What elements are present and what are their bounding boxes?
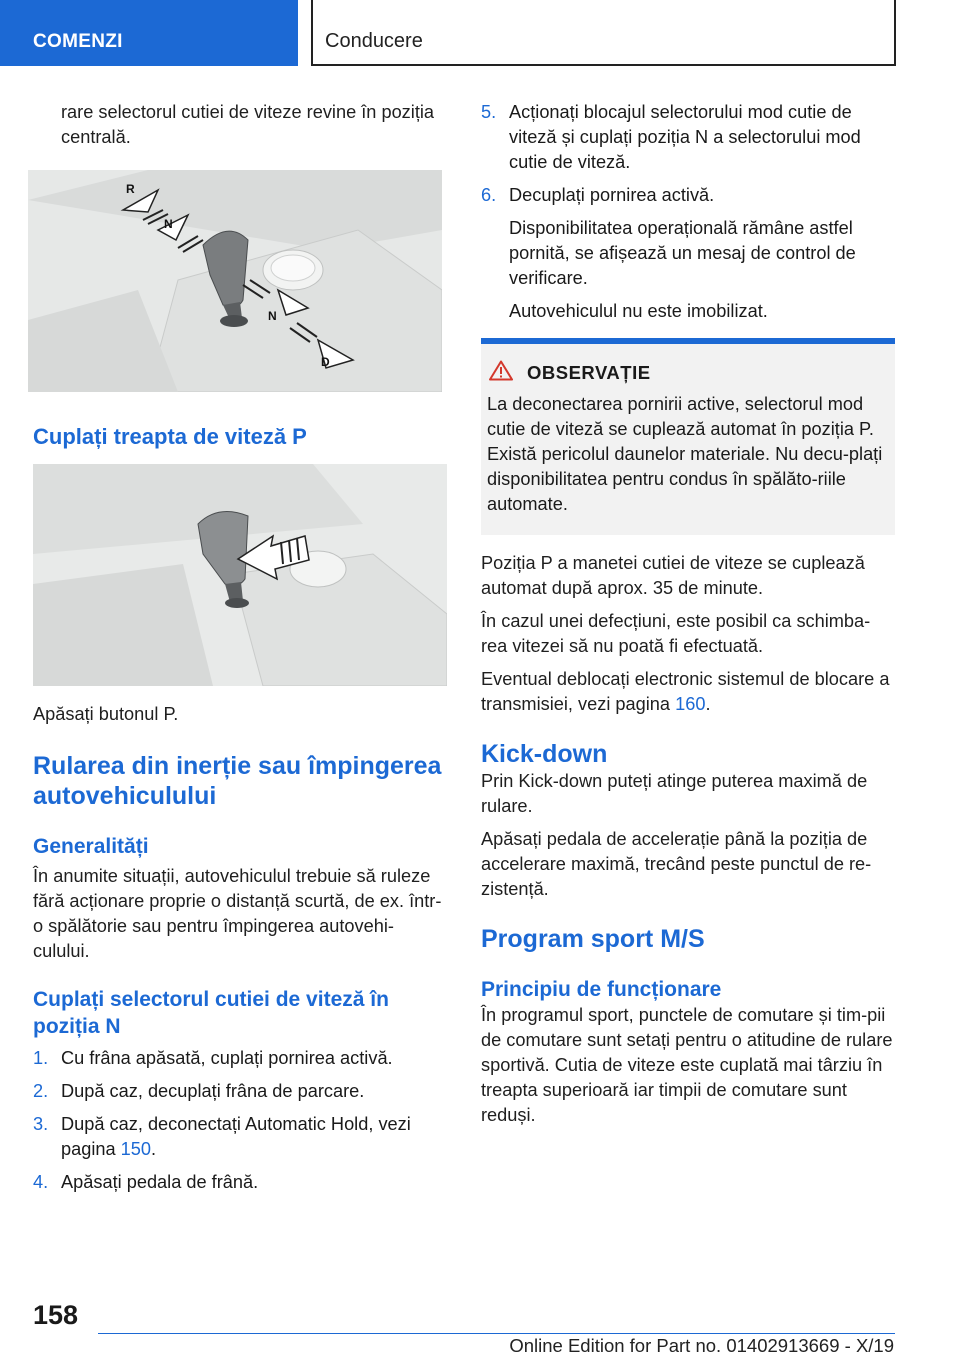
- heading-sport-program: Program sport M/S: [481, 925, 705, 953]
- list-item: [481, 100, 895, 175]
- page-link-160[interactable]: 160: [675, 694, 706, 714]
- gear-selector-figure: [28, 170, 442, 392]
- unlock-text-main: Eventual deblocați electronic sistemul de blocare a transmisiei, vezi pagina: [481, 669, 890, 714]
- heading-rolling: Rularea din inerție sau împingerea autovehiculului: [33, 752, 442, 810]
- steps-list-left: [33, 1046, 447, 1195]
- right-column: [481, 100, 895, 1136]
- page-header: [0, 0, 960, 66]
- gear-selector-illustration: [28, 170, 442, 392]
- warning-header: [487, 360, 889, 386]
- auto-park-text: Poziția P a manetei cutiei de viteze se cuplează automat după aprox. 35 de minute.: [481, 553, 865, 598]
- page-link-150[interactable]: 150: [120, 1139, 152, 1159]
- steps-list-right: [481, 100, 895, 208]
- step-number: 6.: [481, 185, 497, 205]
- edition-text: Online Edition for Part no. 01402913669 - X/19: [509, 1335, 894, 1356]
- step6-detail-1: Disponibilitatea operațională rămâne astfel pornită, se afișează un mesaj de control de verificare.: [509, 218, 856, 288]
- footer-divider: [98, 1333, 895, 1334]
- intro-text: rare selectorul cutiei de viteze revine în poziția centrală.: [61, 102, 435, 147]
- principle-text: În programul sport, punctele de comutare și tim-pii de comutare sunt setați pentru o atitudine de rulare sportivă. Cutia de viteze este cuplată mai târziu în treapta superioară iar timpii de comutare sunt reduși.: [481, 1005, 893, 1125]
- warning-text: La deconectarea pornirii active, selectorul mod cutie de viteză se cuplează automat în poziția P. Există pericolul daunelor materiale. Nu decu-plați disponibilitatea pentru condus în spălăto-riile automate.: [487, 394, 883, 514]
- step-text: Acționați blocajul selectorului mod cutie de viteză și cuplați poziția N a selectorului mod cutie de viteză.: [509, 102, 861, 172]
- step6-detail-2: Autovehiculul nu este imobilizat.: [509, 301, 768, 321]
- fig-label-d: D: [321, 355, 330, 369]
- step-number: 3.: [33, 1114, 49, 1134]
- step-text: După caz, decuplați frâna de parcare.: [61, 1081, 365, 1101]
- fig-label-n-top: N: [164, 217, 173, 231]
- kickdown-text-2: Apăsați pedala de accelerație până la poziția de accelerare maximă, trecând peste punctul de re-zistență.: [481, 829, 872, 899]
- fig-label-n-bottom: N: [268, 309, 277, 323]
- section-tab[interactable]: COMENZI: [0, 0, 298, 66]
- list-item: [33, 1046, 447, 1071]
- step-text: Decuplați pornirea activă.: [509, 185, 715, 205]
- park-button-figure: [33, 464, 447, 686]
- step-number: 4.: [33, 1172, 49, 1192]
- list-item: [33, 1112, 447, 1162]
- press-p-text: Apăsați butonul P.: [33, 704, 179, 724]
- heading-kickdown: Kick-down: [481, 740, 608, 768]
- step-number: 2.: [33, 1081, 49, 1101]
- left-column: [33, 100, 447, 1203]
- heading-principle: Principiu de funcționare: [481, 978, 722, 1001]
- unlock-text: [481, 667, 895, 717]
- kickdown-text-1: Prin Kick-down puteți atinge puterea maximă de rulare.: [481, 771, 868, 816]
- list-item: [481, 183, 895, 208]
- heading-park: Cuplați treapta de viteză P: [33, 424, 307, 449]
- heading-neutral: Cuplați selectorul cutiei de viteză în poziția N: [33, 988, 389, 1038]
- fig-label-r: R: [126, 182, 135, 196]
- list-item: [33, 1170, 447, 1195]
- park-button-illustration: [33, 464, 447, 686]
- page-number: 158: [33, 1300, 79, 1330]
- warning-box: [481, 338, 895, 535]
- general-text: În anumite situații, autovehiculul trebuie să ruleze fără acționare proprie o distanță scurtă, de ex. într-o spălătorie sau pentru împingerea autovehi-culului.: [33, 866, 442, 961]
- unlock-text-end: .: [705, 694, 711, 714]
- heading-general: Generalități: [33, 835, 149, 858]
- list-item: [33, 1079, 447, 1104]
- chapter-tab[interactable]: Conducere: [311, 0, 896, 66]
- step-text: După caz, deconectați Automatic Hold, vezi pagina: [61, 1114, 411, 1159]
- step-text-end: .: [151, 1139, 157, 1159]
- warning-triangle-icon: [489, 360, 513, 386]
- step-number: 1.: [33, 1048, 49, 1068]
- step-text: Cu frâna apăsată, cuplați pornirea activă.: [61, 1048, 393, 1068]
- warning-title: OBSERVAȚIE: [527, 362, 651, 383]
- fault-text: În cazul unei defecțiuni, este posibil ca schimba-rea vitezei să nu poată fi efectuată.: [481, 611, 871, 656]
- step-text: Apăsați pedala de frână.: [61, 1172, 259, 1192]
- step-number: 5.: [481, 102, 497, 122]
